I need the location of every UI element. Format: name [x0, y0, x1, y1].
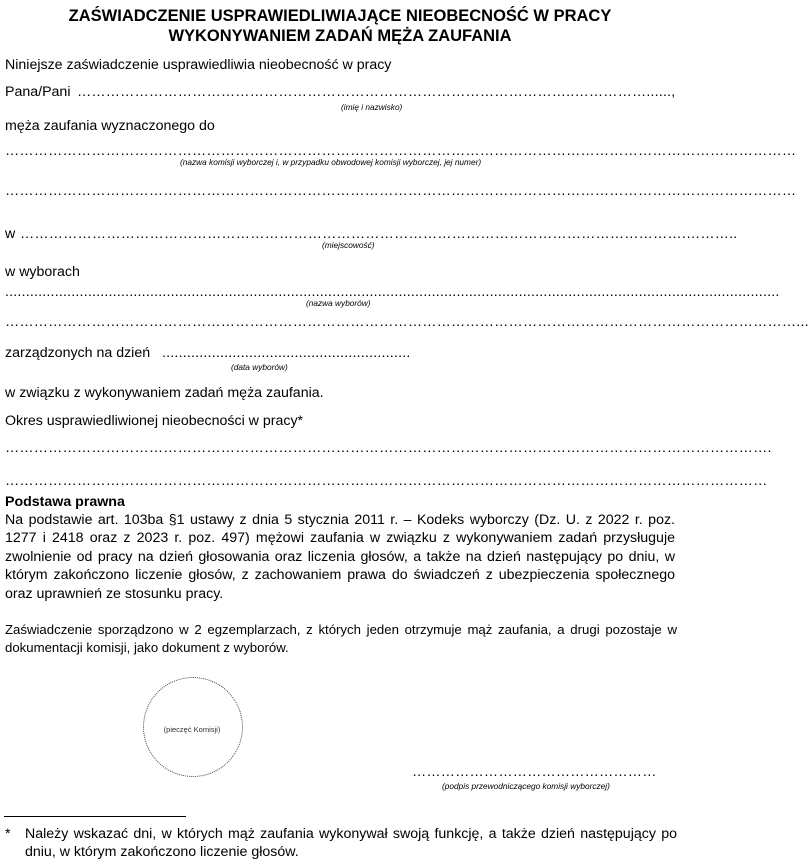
- commission-fill-line-2[interactable]: …………………………………………………………………………………………………………………………………………………: [5, 183, 797, 199]
- in-connection-text: w związku z wykonywaniem zadań męża zaufania.: [5, 385, 324, 401]
- footnote-text: Należy wskazać dni, w których mąż zaufania wykonywał swoją funkcję, a także dzień następujący po dniu, w którym zakończono liczenie głosów.: [25, 826, 677, 861]
- stamp-label: (pieczęć Komisji): [163, 725, 221, 734]
- caption-signature: (podpis przewodniczącego komisji wyborczej): [442, 781, 610, 791]
- document-title-line-2: WYKONYWANIEM ZADAŃ MĘŻA ZAUFANIA: [168, 27, 512, 45]
- caption-elections: (nazwa wyborów): [306, 298, 371, 308]
- footnote-marker: *: [5, 826, 11, 842]
- place-fill-line[interactable]: ………………………………………………………………………………………………………………………….………..: [20, 226, 738, 242]
- maz-zaufania-label: męża zaufania wyznaczonego do: [5, 118, 215, 134]
- date-label: zarządzonych na dzień: [5, 345, 151, 361]
- document-title-line-1: ZAŚWIADCZENIE USPRAWIEDLIWIAJĄCE NIEOBECNOŚĆ W PRACY: [68, 7, 612, 25]
- name-fill-line[interactable]: …………………………………………………………………………………………..……………......,: [77, 84, 676, 100]
- period-fill-line-2[interactable]: ……………………………………………………………………………………………………………………………………………: [5, 473, 768, 489]
- elections-fill-line-1[interactable]: ...........................................................................................................................................................................................: [5, 284, 780, 300]
- period-label: Okres usprawiedliwionej nieobecności w pracy*: [5, 413, 304, 429]
- elections-label: w wyborach: [5, 264, 80, 280]
- intro-text: Niniejsze zaświadczenie usprawiedliwia nieobecność w pracy: [5, 57, 392, 73]
- commission-fill-line-1[interactable]: …………………………………………………………………………………………………………………………………………………: [5, 143, 797, 159]
- period-fill-line-1[interactable]: …………………………………………………………………………………………………………………………………………….: [5, 440, 772, 456]
- caption-date: (data wyborów): [231, 362, 288, 372]
- copies-text: Zaświadczenie sporządzono w 2 egzemplarzach, z których jeden otrzymuje mąż zaufania, a drugi pozostaje w dokumentacji komisji, jako dokument z wyborów.: [5, 622, 677, 655]
- caption-name: (imię i nazwisko): [341, 102, 403, 112]
- date-fill-line[interactable]: ............................................................: [162, 345, 411, 361]
- legal-basis-heading: Podstawa prawna: [5, 494, 125, 510]
- caption-commission: (nazwa komisji wyborczej i, w przypadku obwodowej komisji wyborczej, jej numer): [180, 157, 482, 167]
- footnote-separator: [4, 816, 186, 817]
- w-label: w: [5, 226, 16, 242]
- legal-basis-text: Na podstawie art. 103ba §1 ustawy z dnia 5 stycznia 2011 r. – Kodeks wyborczy (Dz. U. z 2022 r. poz. 1277 i 2418 oraz z 2023 r. poz. 497) mężowi zaufania w związku z wykonywaniem zadań przysługuje zwolnienie od pracy na dzień głosowania oraz liczenia głosów, a także na dzień następujący po dniu, w którym zakończono liczenie głosów, z zachowaniem prawa do świadczeń z ubezpieczenia społecznego oraz uprawnień ze stosunku pracy.: [5, 512, 675, 602]
- pan-pani-label: Pana/Pani: [5, 84, 71, 100]
- signature-fill-line[interactable]: ……………………………………………: [412, 764, 657, 780]
- elections-fill-line-2[interactable]: …………………………………………………………………………………………………………………………………………………...: [5, 314, 809, 330]
- caption-place: (miejscowość): [322, 240, 375, 250]
